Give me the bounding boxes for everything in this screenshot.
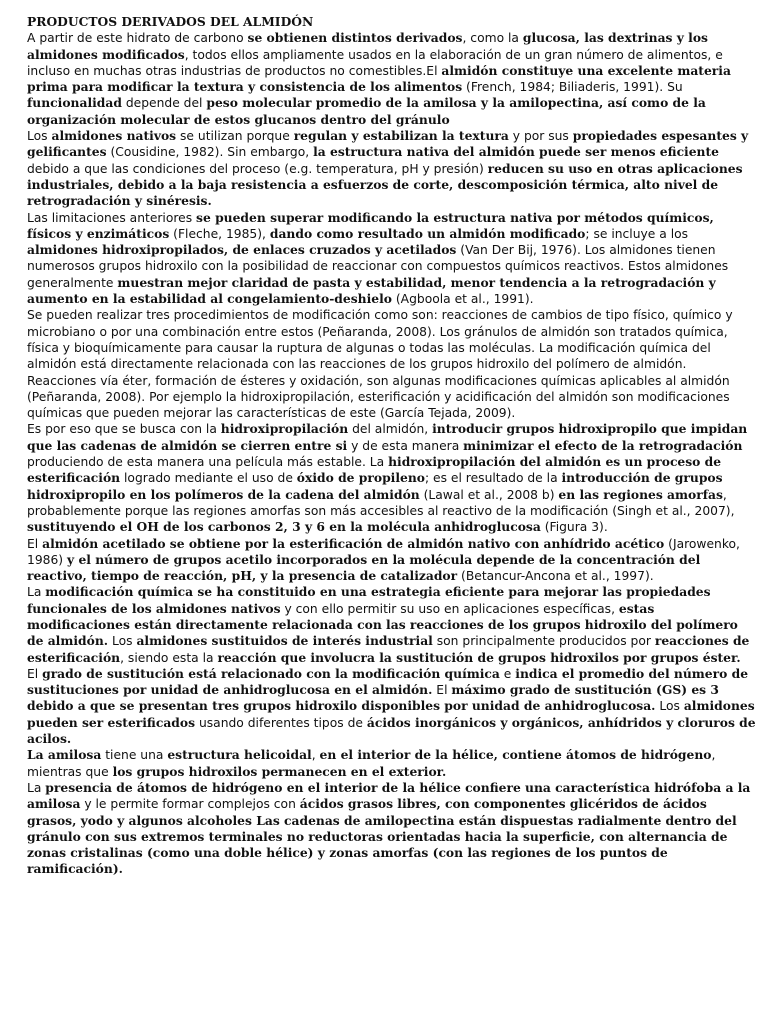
text-run: La: [27, 585, 46, 600]
text-run: ; es el resultado de la: [424, 471, 562, 486]
bold-text-run: en el interior de la hélice, contiene átomos de hidrógeno: [319, 747, 712, 763]
text-run: Los: [655, 699, 684, 714]
text-run: , probablemente porque las regiones amorfas son más accesibles al reactivo de la modificación (Singh et al., 2007),: [27, 487, 735, 518]
text-run: (Van Der Bij, 1976). Los almidones tienen numerosos grupos hidroxilo con la posibilidad de reaccionar con compuestos químicos reactivos. Estos almidones generalmente: [27, 243, 729, 290]
bold-text-run: peso molecular promedio de la amilosa y la amilopectina, así como de la organización molecular de estos glucanos dentro del gránulo: [27, 95, 706, 127]
text-run: se utilizan porque: [176, 129, 294, 144]
text-run: son principalmente producidos por: [432, 634, 655, 649]
bold-text-run: se pueden superar modificando la estructura nativa por métodos químicos, físicos y enzimáticos: [27, 209, 714, 241]
bold-text-run: óxido de propileno: [296, 470, 425, 486]
text-run: , mientras que: [27, 748, 716, 779]
text-run: (Agboola et al., 1991).: [391, 292, 534, 307]
text-run: , todos ellos ampliamente usados en la elaboración de un gran número de alimentos, e incluso en muchas otras industrias de productos no comestibles.El: [27, 47, 723, 78]
bold-text-run: La amilosa: [27, 747, 102, 763]
text-run: usando diferentes tipos de: [195, 715, 367, 730]
bold-text-run: introducción de grupos hidroxipropilo en los polímeros de la cadena del almidón: [27, 470, 723, 502]
bold-text-run: almidones hidroxipropilados, de enlaces cruzados y acetilados: [27, 242, 457, 258]
document-body: [27, 30, 756, 877]
text-run: El: [27, 666, 43, 681]
bold-text-run: presencia de átomos de hidrógeno en el interior de la hélice confiere una característica hidrófoba a la amilosa: [27, 779, 751, 812]
text-run: (Lawal et al., 2008 b): [419, 487, 559, 502]
paragraph: [27, 536, 756, 585]
text-run: (Jarowenko, 1986): [27, 536, 740, 567]
text-run: ,: [311, 748, 320, 763]
bold-text-run: almidones sustituidos de interés industrial: [136, 633, 433, 649]
text-run: El: [27, 536, 43, 551]
bold-text-run: se obtienen distintos derivados: [247, 30, 463, 46]
bold-text-run: y el número de grupos acetilo incorporados en la molécula depende de la concentración del reactivo, tiempo de reacción, pH, y la presencia de catalizador: [27, 551, 701, 584]
text-run: y de esta manera: [347, 438, 464, 453]
bold-text-run: grado de sustitución está relacionado con la modificación química: [42, 665, 500, 681]
bold-text-run: indica el promedio del número de sustituciones por unidad de anhidroglucosa en el almidón.: [27, 665, 749, 698]
paragraph: [27, 780, 756, 878]
text-run: logrado mediante el uso de: [120, 471, 297, 486]
bold-text-run: en las regiones amorfas: [558, 486, 723, 502]
text-run: El: [432, 683, 452, 698]
text-run: del almidón,: [348, 422, 433, 437]
bold-text-run: la estructura nativa del almidón puede ser menos eficiente: [313, 144, 719, 160]
bold-text-run: ácidos grasos libres, con componentes glicéridos de ácidos grasos, yodo y algunos alcoholes Las cadenas de amilopectina están dispuestas radialmente dentro del gránulo con sus extremos terminales no reductoras orientadas hacia la superficie, con alternancia de zonas cristalinas (como una doble hélice) y zonas amorfas (con las regiones de los puntos de ramificación).: [27, 796, 737, 877]
bold-text-run: glucosa, las dextrinas y los almidones modificados: [27, 30, 708, 62]
paragraph: [27, 747, 756, 780]
text-run: (Cousidine, 1982). Sin embargo,: [106, 145, 314, 160]
text-run: Las limitaciones anteriores: [27, 210, 197, 225]
bold-text-run: muestran mejor claridad de pasta y estabilidad, menor tendencia a la retrogradación y aumento en la estabilidad al congelamiento-deshielo: [27, 274, 716, 307]
bold-text-run: almidones nativos: [51, 128, 177, 144]
text-run: (Fleche, 1985),: [169, 226, 270, 241]
bold-text-run: almidones pueden ser esterificados: [27, 698, 755, 730]
bold-text-run: modificación química se ha constituido en una estrategia eficiente para mejorar las propiedades funcionales de los almidones nativos: [27, 584, 711, 616]
text-run: depende del: [121, 96, 207, 111]
bold-text-run: reacción que involucra la sustitución de grupos hidroxilos por grupos éster.: [217, 649, 741, 665]
text-run: , siendo esta la: [120, 650, 218, 665]
text-run: e: [499, 666, 516, 681]
paragraph: [27, 30, 756, 128]
paragraph: [27, 666, 756, 747]
text-run: Es por eso que se busca con la: [27, 422, 221, 437]
bold-text-run: introducir grupos hidroxipropilo que impidan que las cadenas de almidón se cierren entre si: [27, 421, 748, 453]
bold-text-run: hidroxipropilación: [220, 421, 349, 437]
text-run: A partir de este hidrato de carbono: [27, 31, 248, 46]
paragraph: [27, 210, 756, 308]
bold-text-run: sustituyendo el OH de los carbonos 2, 3 y 6 en la molécula anhidroglucosa: [27, 519, 541, 535]
text-run: ; se incluye a los: [585, 226, 689, 241]
bold-text-run: reacciones de esterificación: [27, 633, 750, 665]
bold-text-run: almidón constituye una excelente materia prima para modificar la textura y consistencia de los alimentos: [27, 62, 731, 95]
text-run: , como la: [462, 31, 523, 46]
bold-text-run: hidroxipropilación del almidón es un proceso de esterificación: [27, 454, 722, 486]
text-run: y por sus: [508, 129, 573, 144]
bold-text-run: los grupos hidroxilos permanecen en el exterior.: [112, 763, 447, 779]
bold-text-run: máximo grado de sustitución (GS) es 3 debido a que se presentan tres grupos hidroxilo disponibles por unidad de anhidroglucosa.: [27, 682, 719, 714]
text-run: y con ello permitir su uso en aplicaciones específicas,: [280, 601, 619, 616]
bold-text-run: propiedades espesantes y gelificantes: [27, 128, 749, 160]
bold-text-run: dando como resultado un almidón modificado: [269, 225, 586, 241]
text-run: (Figura 3).: [540, 520, 608, 535]
paragraph: [27, 128, 756, 209]
text-run: Los: [108, 634, 137, 649]
paragraph: [27, 307, 756, 421]
document-title: PRODUCTOS DERIVADOS DEL ALMIDÓN: [27, 14, 314, 29]
bold-text-run: regulan y estabilizan la textura: [293, 128, 509, 144]
paragraph: [27, 584, 756, 665]
bold-text-run: funcionalidad: [27, 95, 122, 111]
text-run: produciendo de esta manera una película más estable. La: [27, 455, 389, 470]
bold-text-run: ácidos inorgánicos y orgánicos, anhídridos y cloruros de acilos.: [27, 714, 756, 747]
text-run: y le permite formar complejos con: [80, 797, 300, 812]
bold-text-run: minimizar el efecto de la retrogradación: [463, 437, 743, 453]
text-run: (Betancur-Ancona et al., 1997).: [457, 569, 654, 584]
paragraph: [27, 421, 756, 535]
text-run: (French, 1984; Biliaderis, 1991). Su: [462, 80, 683, 95]
text-run: La: [27, 780, 46, 795]
text-run: debido a que las condiciones del proceso (e.g. temperatura, pH y presión): [27, 161, 488, 176]
bold-text-run: estas modificaciones están directamente relacionada con las reacciones de los grupos hidroxilo del polímero de almidón.: [27, 600, 738, 649]
text-run: Los: [27, 129, 52, 144]
bold-text-run: reducen su uso en otras aplicaciones industriales, debido a la baja resistencia a esfuerzos de corte, descomposición térmica, alto nivel de retrogradación y sinéresis.: [27, 160, 743, 209]
text-run: Se pueden realizar tres procedimientos de modificación como son: reacciones de cambios de tipo físico, químico y microbiano o por una combinación entre estos (Peñaranda, 2008). Los gránulos de almidón son tratados química, física y bioquímicamente para causar la ruptura de algunas o todas las moléculas. La modificación química del almidón está directamente relacionada con las reacciones de los grupos hidroxilo del polímero de almidón. Reacciones vía éter, formación de ésteres y oxidación, son algunas modificaciones químicas aplicables al almidón (Peñaranda, 2008). Por ejemplo la hidroxipropilación, esterificación y acidificación del almidón son modificaciones químicas que pueden mejorar las características de este (García Tejada, 2009).: [27, 308, 733, 421]
bold-text-run: estructura helicoidal: [167, 747, 312, 763]
text-run: tiene una: [101, 748, 168, 763]
bold-text-run: almidón acetilado se obtiene por la esterificación de almidón nativo con anhídrido acético: [42, 535, 665, 551]
